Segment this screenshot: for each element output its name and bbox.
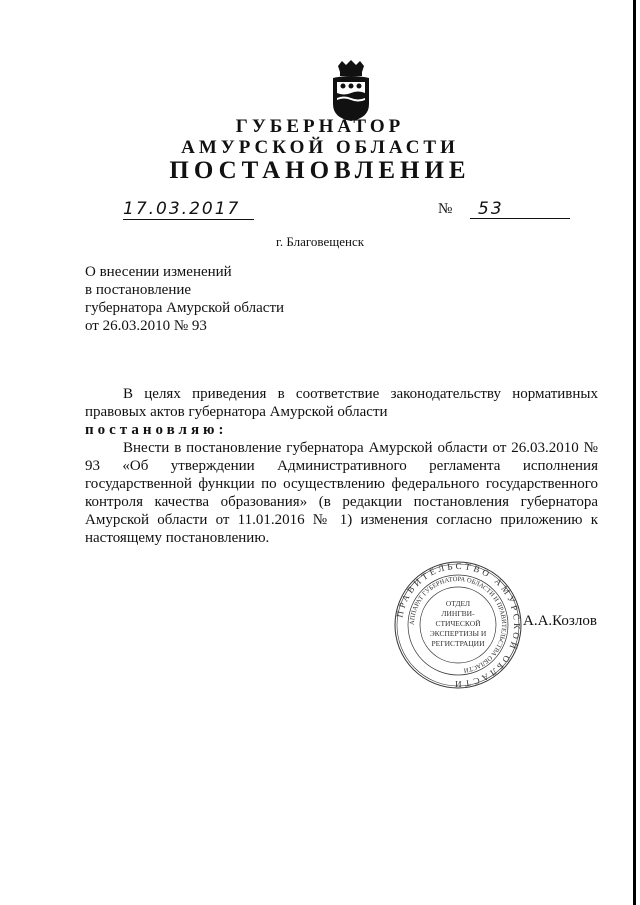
city: г. Благовещенск [275, 234, 365, 249]
document-date: 17.03.2017 [123, 199, 254, 220]
coat-of-arms-icon [328, 60, 374, 122]
subject-line: О внесении изменений [85, 264, 232, 280]
decree-text: Внести в постановление губернатора Амурской области от 26.03.2010 № 93 «Об утверждении Административного регламента исполнения государственной функции по осуществлению федерального государственного контроля качества образования» (в редакции постановления губернатора Амурской области от 11.01.2016 № 1) изменения согласно приложению к настоящему постановлению. [85, 440, 598, 546]
document-type: ПОСТАНОВЛЕНИЕ [169, 157, 471, 184]
stamp-inner-text: АППАРАТ ГУБЕРНАТОРА ОБЛАСТИ И ПРАВИТЕЛЬСТВА ОБЛАСТИ [408, 575, 508, 674]
decree-word: постановляю: [85, 422, 228, 438]
header-region: АМУРСКОЙ ОБЛАСТИ [181, 137, 459, 158]
subject-line: губернатора Амурской области [85, 300, 285, 316]
stamp-center-line: СТИЧЕСКОЙ [435, 619, 481, 628]
subject-line: от 26.03.2010 № 93 [85, 318, 207, 334]
stamp-center-line: ЛИНГВИ- [441, 609, 475, 618]
stamp-center-line: ОТДЕЛ [445, 599, 471, 608]
official-stamp [393, 560, 523, 690]
header-governor: ГУБЕРНАТОР [235, 116, 405, 137]
document-body [85, 385, 598, 547]
stamp-outer-text: ПРАВИТЕЛЬСТВО АМУРСКОЙ ОБЛАСТИ [394, 560, 523, 690]
document-subject [85, 263, 284, 335]
number-label: № [438, 201, 453, 217]
stamp-center-line: РЕГИСТРАЦИИ [431, 639, 485, 648]
preamble: В целях приведения в соответствие законодательству нормативных правовых актов губернатора Амурской области [85, 386, 598, 420]
signature-name: А.А.Козлов [523, 613, 597, 629]
stamp-center-line: ЭКСПЕРТИЗЫ И [429, 629, 487, 638]
subject-line: в постановление [85, 282, 192, 298]
document-number: 53 [470, 199, 570, 219]
